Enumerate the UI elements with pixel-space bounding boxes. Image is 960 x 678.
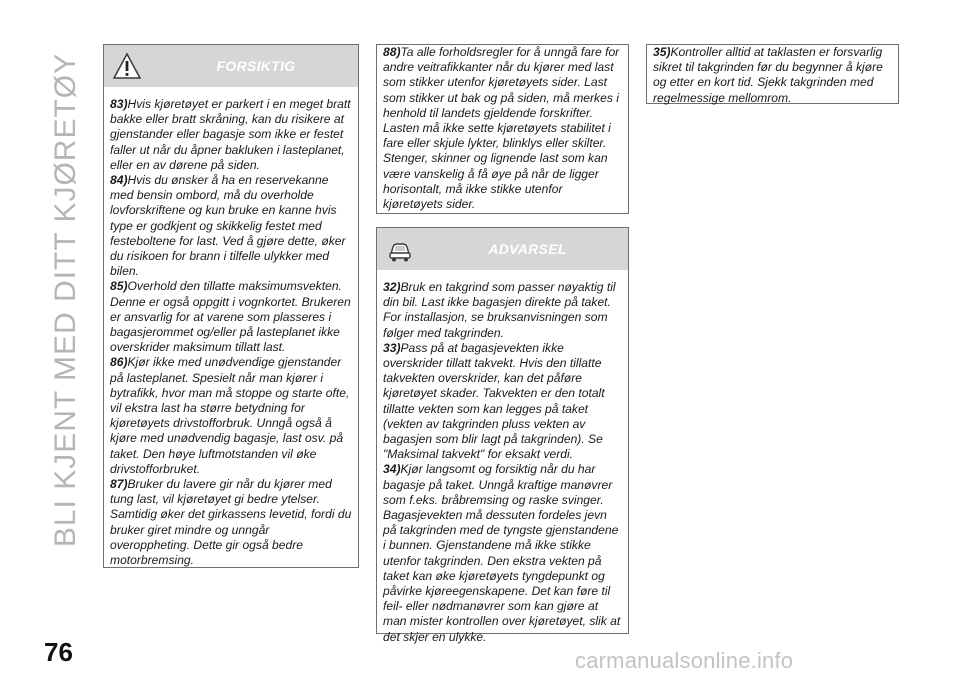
forsiktig-body: [104, 87, 358, 576]
note-text: Ta alle forholdsregler for å unngå fare for andre veitrafikkanter når du kjører med last som stikker utenfor kjøretøyets sider. Last som stikker ut bak og på siden, må merkes i henhold til landets gjeldende forskrifter. Lasten må ikke sette kjøretøyets stabilitet i fare eller skjule lykter, blinklys eller skilter. Stenger, skinner og lignende last som kan være vanskelig å få øye på når de ligger horisontalt, må ikke stikke utenfor kjøretøyets sider.: [383, 45, 620, 212]
note-text: Kontroller alltid at taklasten er forsvarlig sikret til takgrinden før du begynner å kjøre og etter en kort tid. Sjekk takgrinden med regelmessige mellomrom.: [653, 45, 883, 105]
forsiktig-continued-box: [376, 44, 629, 214]
note-number: 86): [110, 355, 128, 370]
side-chapter-title: [38, 30, 94, 570]
note-text: Kjør ikke med unødvendige gjenstander på lasteplanet. Spesielt når man kjører i bytrafikk, hvor man må stoppe og starte ofte, vil ekstra last ha større betydning for kjøretøyets drivstofforbruk. Unngå også å kjøre med unødvendig bagasje, last osv. på taket. Den høye luftmotstanden vil øke drivstofforbruket.: [110, 355, 350, 476]
forsiktig-continued-body: [377, 45, 628, 220]
note-number: 87): [110, 477, 128, 492]
note-text: Pass på at bagasjevekten ikke overskrider tillatt takvekt. Hvis den tillatte takvekten overskrider, kan det påføre kjøretøyet skader. Takvekten er den totalt tillatte vekten som kan legges på taket (vekten av takgrinden pluss vekten av bagasjen som blir lagt på takgrinden). Se "Maksimal takvekt" for eksakt verdi.: [383, 340, 605, 462]
note-number: 84): [110, 173, 128, 188]
note-item: [383, 45, 622, 212]
forsiktig-title: FORSIKTIG: [216, 58, 296, 74]
note-item: [383, 341, 622, 463]
advarsel-continued-body: [647, 45, 898, 114]
advarsel-box: [376, 227, 629, 644]
note-text: Hvis kjøretøyet er parkert i en meget bratt bakke eller bratt skråning, kan du risikere at gjenstander eller bagasje som ikke er festet faller ut når du åpner bakluken i lasteplanet, eller en av dørene på siden.: [110, 97, 351, 172]
note-number: 88): [383, 45, 401, 59]
note-number: 32): [383, 280, 401, 294]
note-text: Hvis du ønsker å ha en reservekanne med bensin ombord, må du overholde lovforskriftene og kun bruke en kanne hvis type er godkjent og skikkelig festet med festeboltene for last. Ved å gjøre dette, øker du risikoen for brann i tilfelle ulykker med bilen.: [110, 173, 346, 279]
note-item: [383, 462, 622, 644]
note-item: [110, 173, 352, 279]
note-text: Kjør langsomt og forsiktig når du har bagasje på taket. Unngå kraftige manøvrer som f.eks. bråbremsing og raske svinger. Bagasjevekten må dessuten fordeles jevn på takgrinden med de tyngste gjenstandene i bunnen. Gjenstandene må ikke stikke utenfor takgrinden. Den ekstra vekten på taket kan øke kjøretøyets tyngdepunkt og påvirke kjøreegenskapene. Det kan føre til feil- eller nødmanøvrer som kan gjøre at man mister kontrollen over kjøretøyet, slik at det skjer en ulykke.: [383, 462, 621, 644]
note-text: Overhold den tillatte maksimumsvekten. Denne er også oppgitt i vognkortet. Brukeren er ansvarlig for at varene som plasseres i bagasjerommet og/eller på lasteplanet ikke overskrider maksimum tillatt last.: [110, 279, 351, 355]
car-warning-icon: [385, 234, 415, 264]
note-item: [110, 97, 352, 173]
advarsel-header: [377, 228, 628, 270]
note-number: 83): [110, 97, 128, 111]
note-item: [110, 355, 352, 477]
note-item: [653, 45, 892, 106]
note-number: 35): [653, 45, 671, 59]
note-item: [110, 279, 352, 355]
warning-triangle-icon: [112, 51, 142, 81]
note-number: 85): [110, 279, 128, 294]
note-number: 33): [383, 340, 401, 355]
side-chapter-title-text: BLI KJENT MED DITT KJØRETØY: [49, 52, 82, 548]
forsiktig-header: [104, 45, 358, 87]
watermark: carmanualsonline.info: [575, 648, 794, 673]
forsiktig-box: [103, 44, 359, 568]
note-item: [383, 280, 622, 341]
advarsel-title: ADVARSEL: [488, 241, 567, 257]
note-text: Bruker du lavere gir når du kjører med tung last, vil kjøretøyet gi bedre ytelser. Samtidig øker det girkassens levetid, fordi du bruker giret mindre og unngår overoppheting. Dette gir også bedre motorbremsing.: [110, 477, 352, 568]
note-text: Bruk en takgrind som passer nøyaktig til din bil. Last ikke bagasjen direkte på taket. For installasjon, se bruksanvisningen som følger med takgrinden.: [383, 280, 616, 340]
note-number: 34): [383, 462, 401, 477]
page-number: 76: [44, 637, 73, 667]
advarsel-continued-box: [646, 44, 899, 104]
note-item: [110, 477, 352, 568]
advarsel-body: [377, 270, 628, 653]
